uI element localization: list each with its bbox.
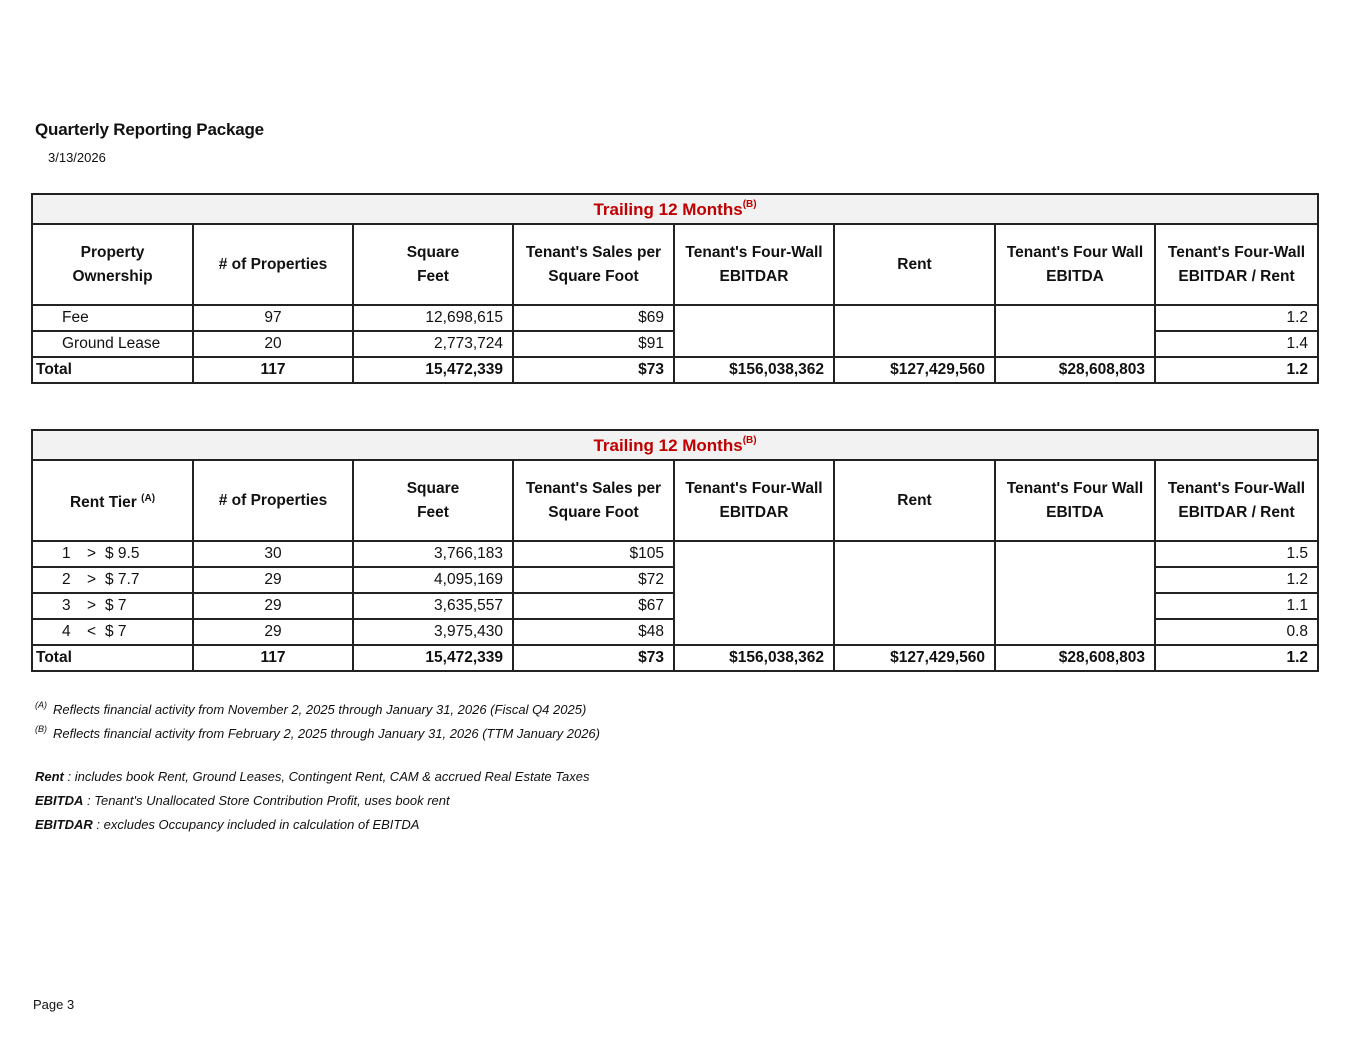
square-feet: 3,766,183 xyxy=(353,541,513,567)
header-number-of-properties: # of Properties xyxy=(193,460,353,541)
definition-ebitda xyxy=(35,791,589,815)
document-title: Quarterly Reporting Package xyxy=(35,120,264,139)
definition-term: EBITDAR xyxy=(35,817,93,832)
properties-count: 29 xyxy=(193,619,353,645)
ebitdar-rent-ratio: 1.2 xyxy=(1155,567,1318,593)
table-row xyxy=(32,305,1318,331)
header-ebitdar-rent-ratio: Tenant's Four-Wall EBITDAR / Rent xyxy=(1155,460,1318,541)
ebitdar-empty xyxy=(674,541,834,645)
rent-tier-label: 4 < $ 7 xyxy=(32,619,193,645)
header-sales-per-square-foot: Tenant's Sales per Square Foot xyxy=(513,224,674,305)
footnote-text: Reflects financial activity from November 2, 2025 through January 31, 2026 (Fiscal Q4 2025) xyxy=(53,702,587,717)
square-feet: 12,698,615 xyxy=(353,305,513,331)
trailing-12-months-band xyxy=(32,430,1318,460)
band-footnote-marker: (B) xyxy=(742,198,757,210)
property-ownership-table xyxy=(31,193,1319,384)
table-header-row xyxy=(32,224,1318,305)
rent-tier-table xyxy=(31,429,1319,672)
definition-text: : includes book Rent, Ground Leases, Contingent Rent, CAM & accrued Real Estate Taxes xyxy=(63,769,590,784)
definition-rent xyxy=(35,767,589,791)
header-four-wall-ebitda: Tenant's Four Wall EBITDA xyxy=(995,224,1155,305)
band-title: Trailing 12 Months xyxy=(593,199,743,219)
table-header-row xyxy=(32,460,1318,541)
total-row xyxy=(32,357,1318,383)
header-rent: Rent xyxy=(834,460,995,541)
header-square-feet: Square Feet xyxy=(353,224,513,305)
rent-tier-label: 3 > $ 7 xyxy=(32,593,193,619)
header-rent: Rent xyxy=(834,224,995,305)
total-sales-per-sqft: $73 xyxy=(513,357,674,383)
ebitdar-rent-ratio: 1.1 xyxy=(1155,593,1318,619)
ebitdar-rent-ratio: 1.5 xyxy=(1155,541,1318,567)
footnote-text: Reflects financial activity from February 2, 2025 through January 31, 2026 (TTM January 2026) xyxy=(53,726,600,741)
square-feet: 3,975,430 xyxy=(353,619,513,645)
total-ebitdar: $156,038,362 xyxy=(674,357,834,383)
footnote-marker: (A) xyxy=(35,700,47,710)
square-feet: 3,635,557 xyxy=(353,593,513,619)
definitions xyxy=(35,767,589,839)
sales-per-sqft: $72 xyxy=(513,567,674,593)
table-band-row xyxy=(32,194,1318,224)
properties-count: 97 xyxy=(193,305,353,331)
trailing-12-months-band xyxy=(32,194,1318,224)
band-footnote-marker: (B) xyxy=(742,434,757,446)
rent-empty xyxy=(834,305,995,357)
properties-count: 20 xyxy=(193,331,353,357)
header-property-ownership: Property Ownership xyxy=(32,224,193,305)
definition-term: Rent xyxy=(35,769,64,784)
sales-per-sqft: $105 xyxy=(513,541,674,567)
rent-tier-label: 1 > $ 9.5 xyxy=(32,541,193,567)
ebitdar-rent-ratio: 0.8 xyxy=(1155,619,1318,645)
header-footnote-marker: (A) xyxy=(141,492,156,504)
definition-text: : Tenant's Unallocated Store Contribution Profit, uses book rent xyxy=(83,793,450,808)
total-ebitdar: $156,038,362 xyxy=(674,645,834,671)
row-label: Ground Lease xyxy=(32,331,193,357)
total-properties: 117 xyxy=(193,645,353,671)
total-square-feet: 15,472,339 xyxy=(353,645,513,671)
header-number-of-properties: # of Properties xyxy=(193,224,353,305)
table-band-row xyxy=(32,430,1318,460)
document-date: 3/13/2026 xyxy=(48,150,106,165)
sales-per-sqft: $91 xyxy=(513,331,674,357)
total-rent: $127,429,560 xyxy=(834,357,995,383)
band-title: Trailing 12 Months xyxy=(593,435,743,455)
definition-text: : excludes Occupancy included in calculation of EBITDA xyxy=(92,817,420,832)
ebitdar-empty xyxy=(674,305,834,357)
definition-term: EBITDA xyxy=(35,793,84,808)
rent-empty xyxy=(834,541,995,645)
total-ebitdar-rent-ratio: 1.2 xyxy=(1155,645,1318,671)
sales-per-sqft: $69 xyxy=(513,305,674,331)
total-properties: 117 xyxy=(193,357,353,383)
square-feet: 4,095,169 xyxy=(353,567,513,593)
header-four-wall-ebitdar: Tenant's Four-Wall EBITDAR xyxy=(674,460,834,541)
header-four-wall-ebitda: Tenant's Four Wall EBITDA xyxy=(995,460,1155,541)
properties-count: 30 xyxy=(193,541,353,567)
header-four-wall-ebitdar: Tenant's Four-Wall EBITDAR xyxy=(674,224,834,305)
ebitda-empty xyxy=(995,305,1155,357)
total-square-feet: 15,472,339 xyxy=(353,357,513,383)
ebitdar-rent-ratio: 1.2 xyxy=(1155,305,1318,331)
total-ebitda: $28,608,803 xyxy=(995,357,1155,383)
total-ebitda: $28,608,803 xyxy=(995,645,1155,671)
total-label: Total xyxy=(32,357,193,383)
footnotes xyxy=(35,695,600,743)
header-ebitdar-rent-ratio: Tenant's Four-Wall EBITDAR / Rent xyxy=(1155,224,1318,305)
total-rent: $127,429,560 xyxy=(834,645,995,671)
total-sales-per-sqft: $73 xyxy=(513,645,674,671)
footnote-marker: (B) xyxy=(35,724,47,734)
ebitdar-rent-ratio: 1.4 xyxy=(1155,331,1318,357)
sales-per-sqft: $67 xyxy=(513,593,674,619)
definition-ebitdar xyxy=(35,815,589,839)
square-feet: 2,773,724 xyxy=(353,331,513,357)
ebitda-empty xyxy=(995,541,1155,645)
properties-count: 29 xyxy=(193,567,353,593)
rent-tier-label: 2 > $ 7.7 xyxy=(32,567,193,593)
properties-count: 29 xyxy=(193,593,353,619)
total-ebitdar-rent-ratio: 1.2 xyxy=(1155,357,1318,383)
header-square-feet: Square Feet xyxy=(353,460,513,541)
total-label: Total xyxy=(32,645,193,671)
footnote-b xyxy=(35,719,600,743)
table-row xyxy=(32,541,1318,567)
header-sales-per-square-foot: Tenant's Sales per Square Foot xyxy=(513,460,674,541)
page-number: Page 3 xyxy=(33,997,75,1012)
row-label: Fee xyxy=(32,305,193,331)
header-rent-tier: Rent Tier $^{(A)}$ xyxy=(32,460,193,541)
footnote-a xyxy=(35,695,600,719)
sales-per-sqft: $48 xyxy=(513,619,674,645)
total-row xyxy=(32,645,1318,671)
